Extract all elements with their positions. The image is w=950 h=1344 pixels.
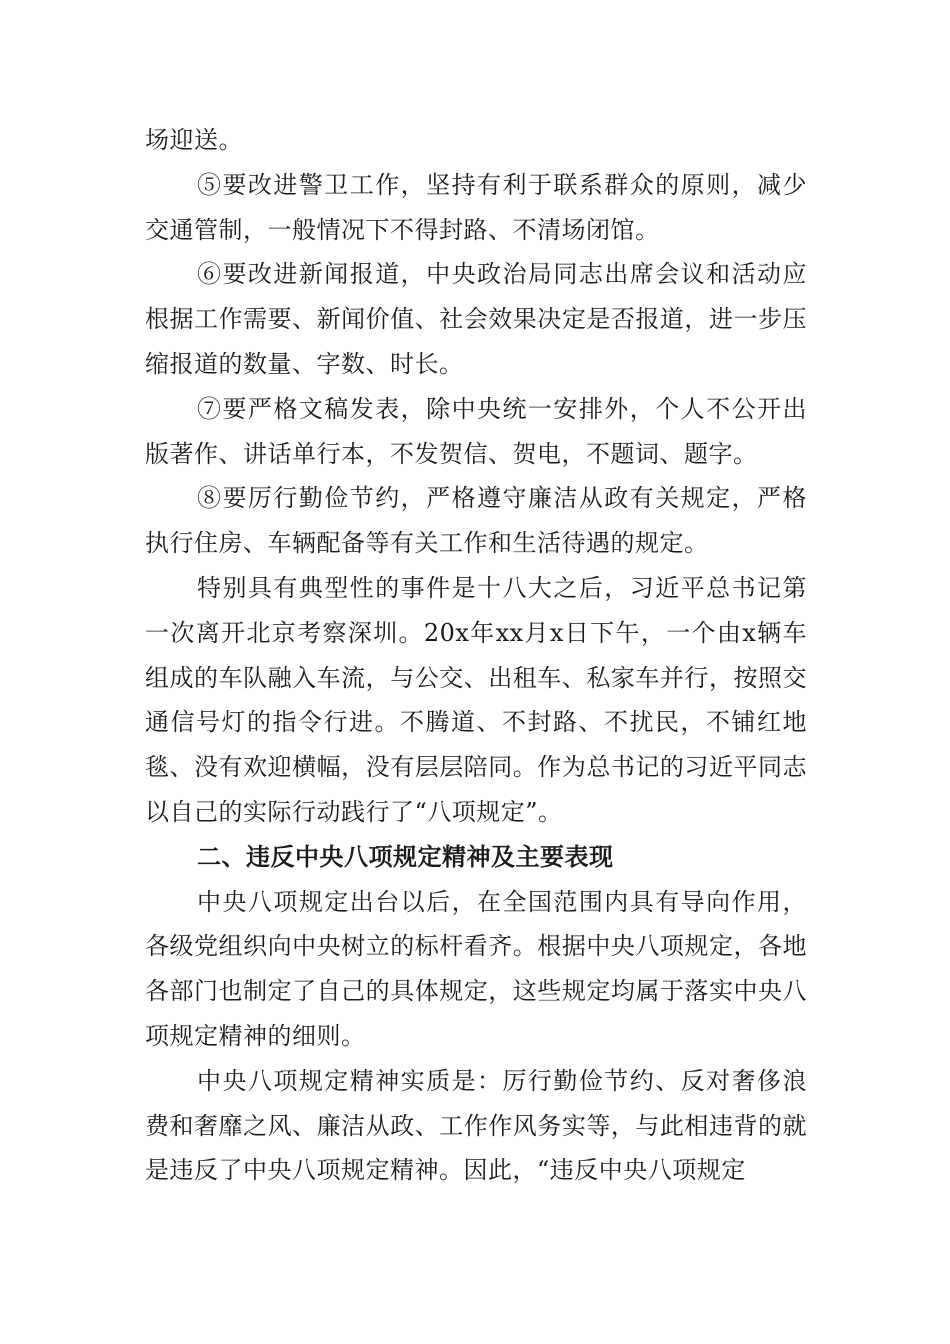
paragraph-item-5: ⑤要改进警卫工作，坚持有利于联系群众的原则，减少交通管制，一般情况下不得封路、不清场闭馆。 <box>145 170 807 244</box>
paragraph-item-7: ⑦要严格文稿发表，除中央统一安排外，个人不公开出版著作、讲话单行本，不发贺信、贺电，不题词、题字。 <box>145 394 807 468</box>
paragraph-essence: 中央八项规定精神实质是：厉行勤俭节约、反对奢侈浪费和奢靡之风、廉洁从政、工作作风务实等，与此相违背的就是违反了中央八项规定精神。因此，“违反中央八项规定 <box>145 1066 807 1185</box>
paragraph-rules: 中央八项规定出台以后，在全国范围内具有导向作用，各级党组织向中央树立的标杆看齐。根据中央八项规定，各地各部门也制定了自己的具体规定，这些规定均属于落实中央八项规定精神的细则。 <box>145 887 807 1050</box>
paragraph-example: 特别具有典型性的事件是十八大之后，习近平总书记第一次离开北京考察深圳。20x年xx月x日下午，一个由x辆车组成的车队融入车流，与公交、出租车、私家车并行，按照交通信号灯的指令行进。不腾道、不封路、不扰民，不铺红地毯、没有欢迎横幅，没有层层陪同。作为总书记的习近平同志以自己的实际行动践行了“八项规定”。 <box>145 573 807 826</box>
document-body <box>145 118 807 1193</box>
section-heading: 二、违反中央八项规定精神及主要表现 <box>197 842 614 871</box>
paragraph-item-6: ⑥要改进新闻报道，中央政治局同志出席会议和活动应根据工作需要、新闻价值、社会效果决定是否报道，进一步压缩报道的数量、字数、时长。 <box>145 260 807 378</box>
paragraph-continuation: 场迎送。 <box>145 126 243 154</box>
paragraph-item-8: ⑧要厉行勤俭节约，严格遵守廉洁从政有关规定，严格执行住房、车辆配备等有关工作和生活待遇的规定。 <box>145 484 807 558</box>
